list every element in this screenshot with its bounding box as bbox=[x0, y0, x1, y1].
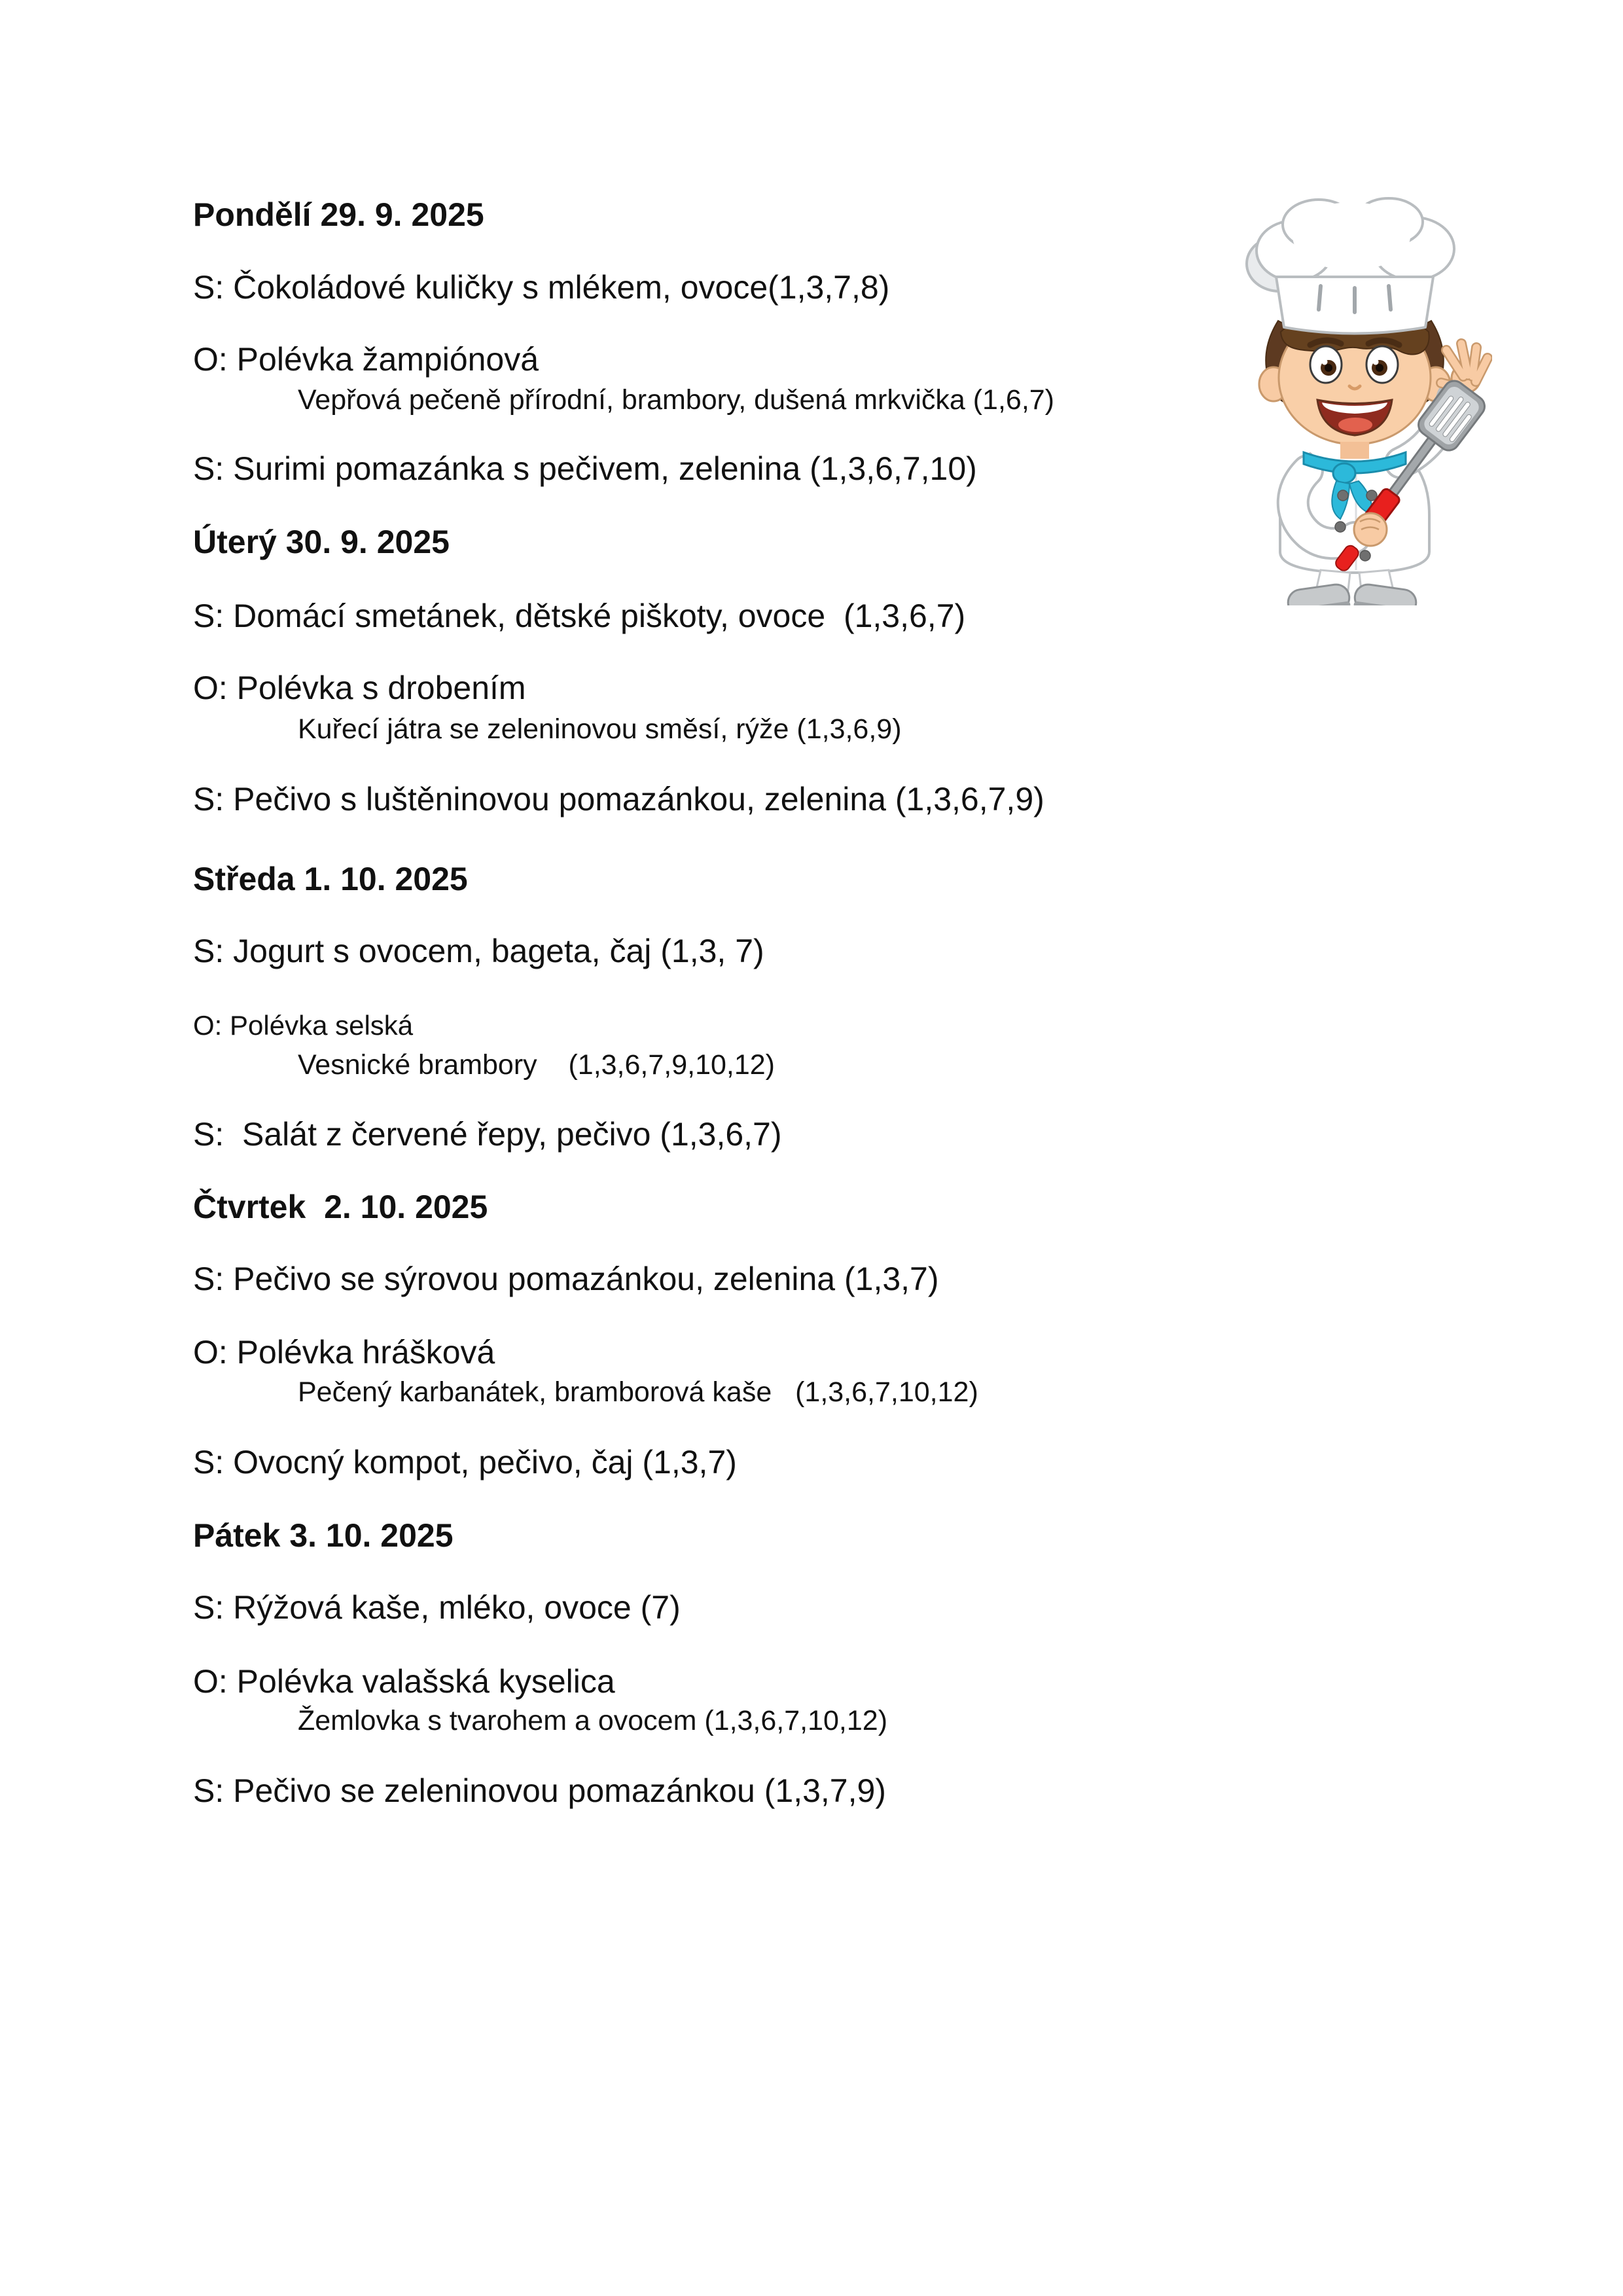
day-friday-soup: O: Polévka valašská kyselica bbox=[193, 1663, 615, 1700]
day-thursday-soup: O: Polévka hrášková bbox=[193, 1334, 495, 1371]
day-thursday-title: Čtvrtek 2. 10. 2025 bbox=[193, 1189, 488, 1225]
day-monday-soup: O: Polévka žampiónová bbox=[193, 341, 539, 378]
day-monday-main-course: Vepřová pečeně přírodní, brambory, dušená mrkvička (1,6,7) bbox=[298, 384, 1055, 416]
day-wednesday-breakfast: S: Jogurt s ovocem, bageta, čaj (1,3, 7) bbox=[193, 933, 764, 969]
day-tuesday-snack: S: Pečivo s luštěninovou pomazánkou, zelenina (1,3,6,7,9) bbox=[193, 781, 1044, 817]
day-tuesday-title: Úterý 30. 9. 2025 bbox=[193, 524, 450, 560]
day-wednesday-title: Středa 1. 10. 2025 bbox=[193, 861, 468, 897]
day-wednesday-soup: O: Polévka selská bbox=[193, 1010, 414, 1041]
day-friday-main-course: Žemlovka s tvarohem a ovocem (1,3,6,7,10,12) bbox=[298, 1705, 888, 1736]
day-monday-title: Pondělí 29. 9. 2025 bbox=[193, 196, 484, 233]
day-wednesday-main-course: Vesnické brambory (1,3,6,7,9,10,12) bbox=[298, 1049, 776, 1081]
day-tuesday-breakfast: S: Domácí smetánek, dětské piškoty, ovoce (1,3,6,7) bbox=[193, 598, 966, 634]
day-monday-breakfast: S: Čokoládové kuličky s mlékem, ovoce(1,3,7,8) bbox=[193, 269, 890, 306]
chef-illustration bbox=[1211, 193, 1492, 605]
cartoon-chef-icon bbox=[1211, 193, 1492, 605]
day-monday-snack: S: Surimi pomazánka s pečivem, zelenina (1,3,6,7,10) bbox=[193, 450, 977, 487]
day-friday-snack: S: Pečivo se zeleninovou pomazánkou (1,3,7,9) bbox=[193, 1772, 886, 1809]
day-tuesday-main-course: Kuřecí játra se zeleninovou směsí, rýže (1,3,6,9) bbox=[298, 713, 902, 745]
day-friday-title: Pátek 3. 10. 2025 bbox=[193, 1517, 454, 1554]
day-thursday-main-course: Pečený karbanátek, bramborová kaše (1,3,6,7,10,12) bbox=[298, 1376, 978, 1408]
day-thursday-breakfast: S: Pečivo se sýrovou pomazánkou, zelenina (1,3,7) bbox=[193, 1261, 939, 1297]
day-wednesday-snack: S: Salát z červené řepy, pečivo (1,3,6,7) bbox=[193, 1116, 782, 1153]
day-thursday-snack: S: Ovocný kompot, pečivo, čaj (1,3,7) bbox=[193, 1444, 737, 1480]
day-tuesday-soup: O: Polévka s drobením bbox=[193, 670, 526, 706]
day-friday-breakfast: S: Rýžová kaše, mléko, ovoce (7) bbox=[193, 1589, 681, 1626]
